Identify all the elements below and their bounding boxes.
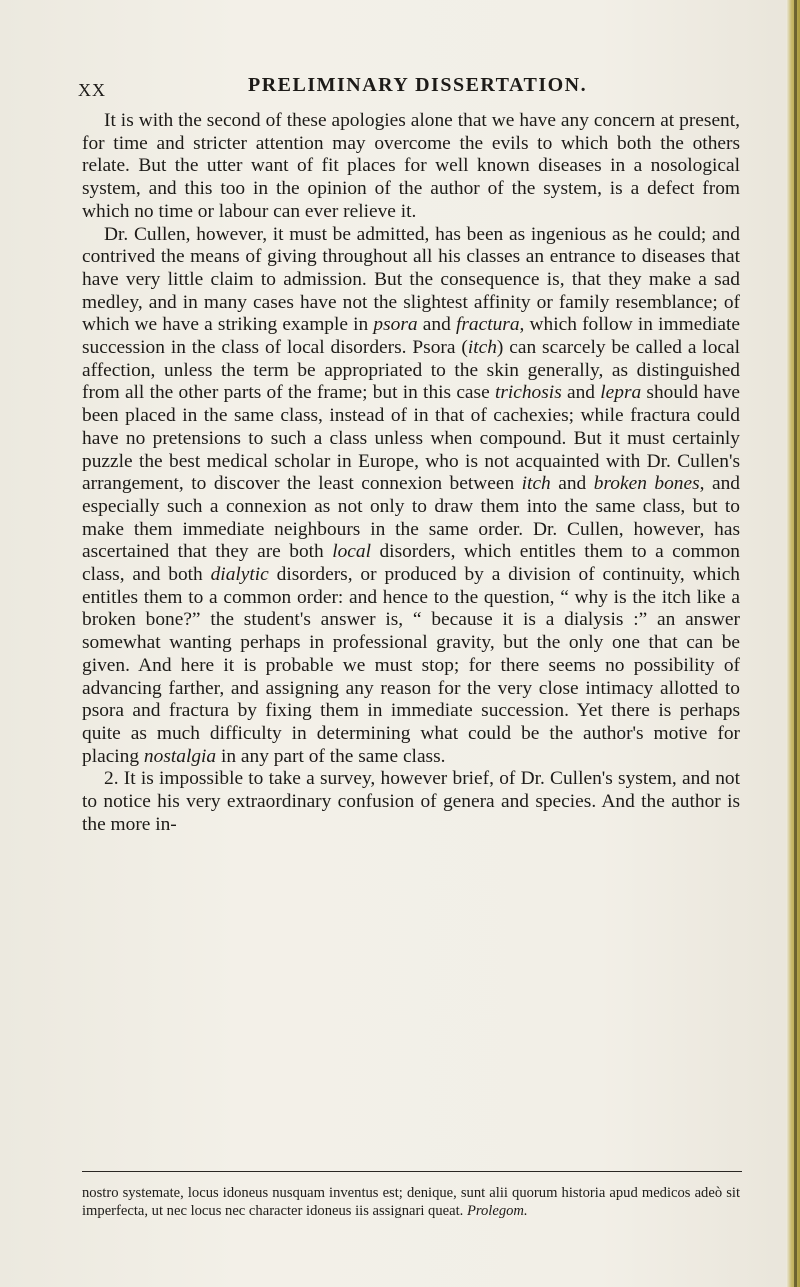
italic-term: lepra bbox=[600, 382, 642, 404]
italic-term: itch bbox=[467, 337, 497, 359]
paragraph-1: It is with the second of these apologies alone that we have any concern at present, for time and stricter attention may overcome the evils to which both the others relate. But the utter want of fit places for well known diseases in a nosological system, and this too in the opinion of the author of the system, is a defect from which no time or labour can ever relieve it. bbox=[82, 110, 740, 222]
body-text bbox=[82, 110, 740, 837]
paragraph-3: 2. It is impossible to take a survey, however brief, of Dr. Cullen's system, and not to notice his very extraordinary confusion of genera and species. And the author is the more in- bbox=[82, 768, 740, 835]
italic-term: fractura bbox=[455, 314, 520, 336]
footnote-rule bbox=[82, 1171, 742, 1172]
page-number: XX bbox=[78, 80, 106, 100]
italic-term: itch bbox=[521, 473, 551, 495]
italic-term: broken bones bbox=[593, 473, 700, 495]
italic-term: dialytic bbox=[210, 564, 269, 586]
italic-term: trichosis bbox=[494, 382, 562, 404]
page-edge bbox=[786, 0, 800, 1287]
running-head: PRELIMINARY DISSERTATION. bbox=[248, 74, 588, 96]
page-header bbox=[78, 74, 718, 104]
paragraph-2: Dr. Cullen, however, it must be admitted, has been as ingenious as he could; and contrived the means of giving throughout all his classes an entrance to diseases that have very little claim to admission. But the consequence is, that they make a sad medley, and in many cases have not the slightest affinity or family resemblance; of which we have a striking example in psora and fractura, which follow in immediate succession in the class of local disorders. Psora (itch) can scarcely be called a local affection, unless the term be appropriated to the skin generally, as distinguished from all the other parts of the frame; but in this case trichosis and lepra should have been placed in the same class, instead of in that of cachexies; while fractura could have no pretensions to such a class unless when compound. But it must certainly puzzle the best medical scholar in Europe, who is not acquainted with Dr. Cullen's arrangement, to discover the least connexion between itch and broken bones, and especially such a connexion as not only to draw them into the same class, but to make them immediate neighbours in the same order. Dr. Cullen, however, has ascertained that they are both local disorders, which entitles them to a common class, and both dialytic disorders, or produced by a division of continuity, which entitles them to a common order: and hence to the question, “ why is the itch like a broken bone?” the student's answer is, “ because it is a dialysis :” an answer somewhat wanting perhaps in professional gravity, but the only one that can be given. And here it is probable we must stop; for there seems no possibility of advancing farther, and assigning any reason for the very close intimacy allotted to psora and fractura by fixing them in immediate succession. Yet there is perhaps quite as much difficulty in determining what could be the author's motive for placing nostalgia in any part of the same class. bbox=[82, 223, 741, 767]
page-edge-shadow bbox=[794, 0, 797, 1287]
italic-term: local bbox=[332, 541, 371, 563]
italic-term: psora bbox=[373, 314, 418, 336]
footnote-text: nostro systemate, locus idoneus nusquam inventus est; denique, sunt alii quorum historia apud medicos adeò sit imperfecta, ut nec locus nec character idoneus iis assignari queat. bbox=[82, 1185, 740, 1219]
footnote-source: Prolegom. bbox=[466, 1202, 528, 1219]
footnote bbox=[82, 1185, 740, 1220]
italic-term: nostalgia bbox=[143, 745, 217, 767]
